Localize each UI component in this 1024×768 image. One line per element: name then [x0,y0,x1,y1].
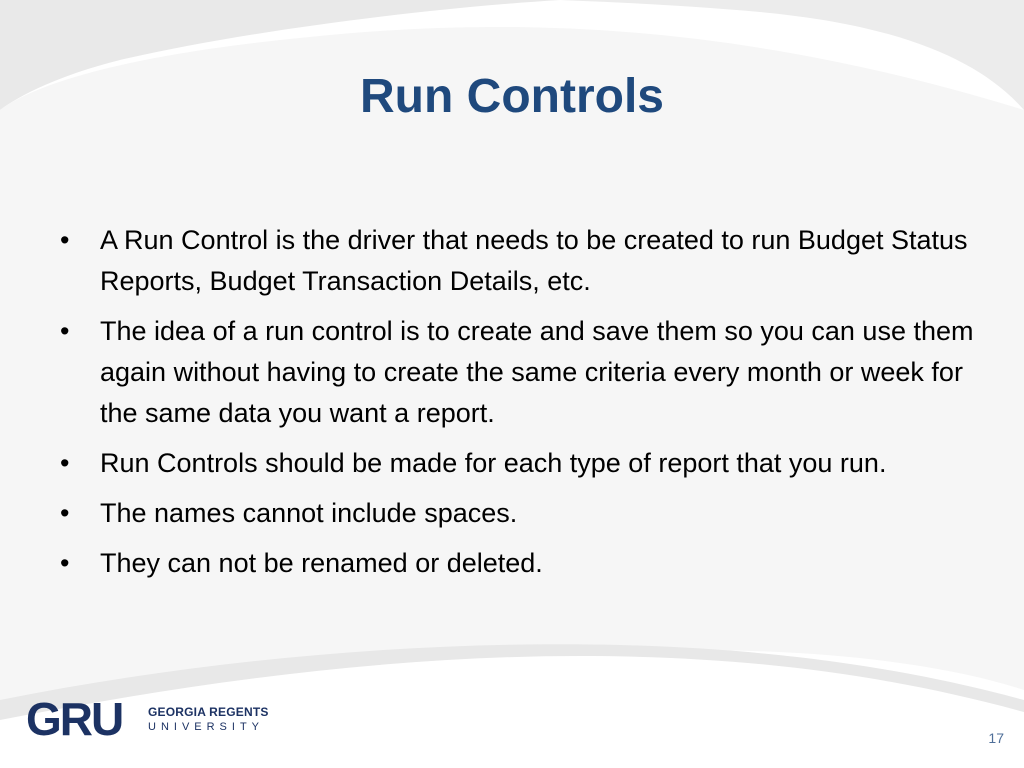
bullet-text: Run Controls should be made for each type of report that you run. [100,448,887,478]
bullet-icon: • [60,316,70,346]
bullet-item [58,493,978,534]
gru-logo [26,693,269,747]
bullet-item [58,543,978,584]
bullet-list [58,220,978,593]
bullet-icon: • [60,498,70,528]
bullet-text: The names cannot include spaces. [100,498,518,528]
logo-line-georgia-regents: GEORGIA REGENTS [148,705,269,719]
bullet-item [58,311,978,434]
bullet-text: They can not be renamed or deleted. [100,548,543,578]
bullet-item [58,220,978,302]
bullet-text: A Run Control is the driver that needs to be created to run Budget Status Reports, Budget Transaction Details, etc. [100,225,968,296]
slide-title: Run Controls [360,70,664,123]
logo-mark: GRU [26,693,123,745]
bullet-icon: • [60,548,70,578]
bullet-item [58,443,978,484]
page-number: 17 [988,730,1004,746]
logo-line-university: UNIVERSITY [148,721,265,733]
bullet-text: The idea of a run control is to create and save them so you can use them again without having to create the same criteria every month or week for the same data you want a report. [100,316,974,428]
bullet-icon: • [60,225,70,255]
bullet-icon: • [60,448,70,478]
